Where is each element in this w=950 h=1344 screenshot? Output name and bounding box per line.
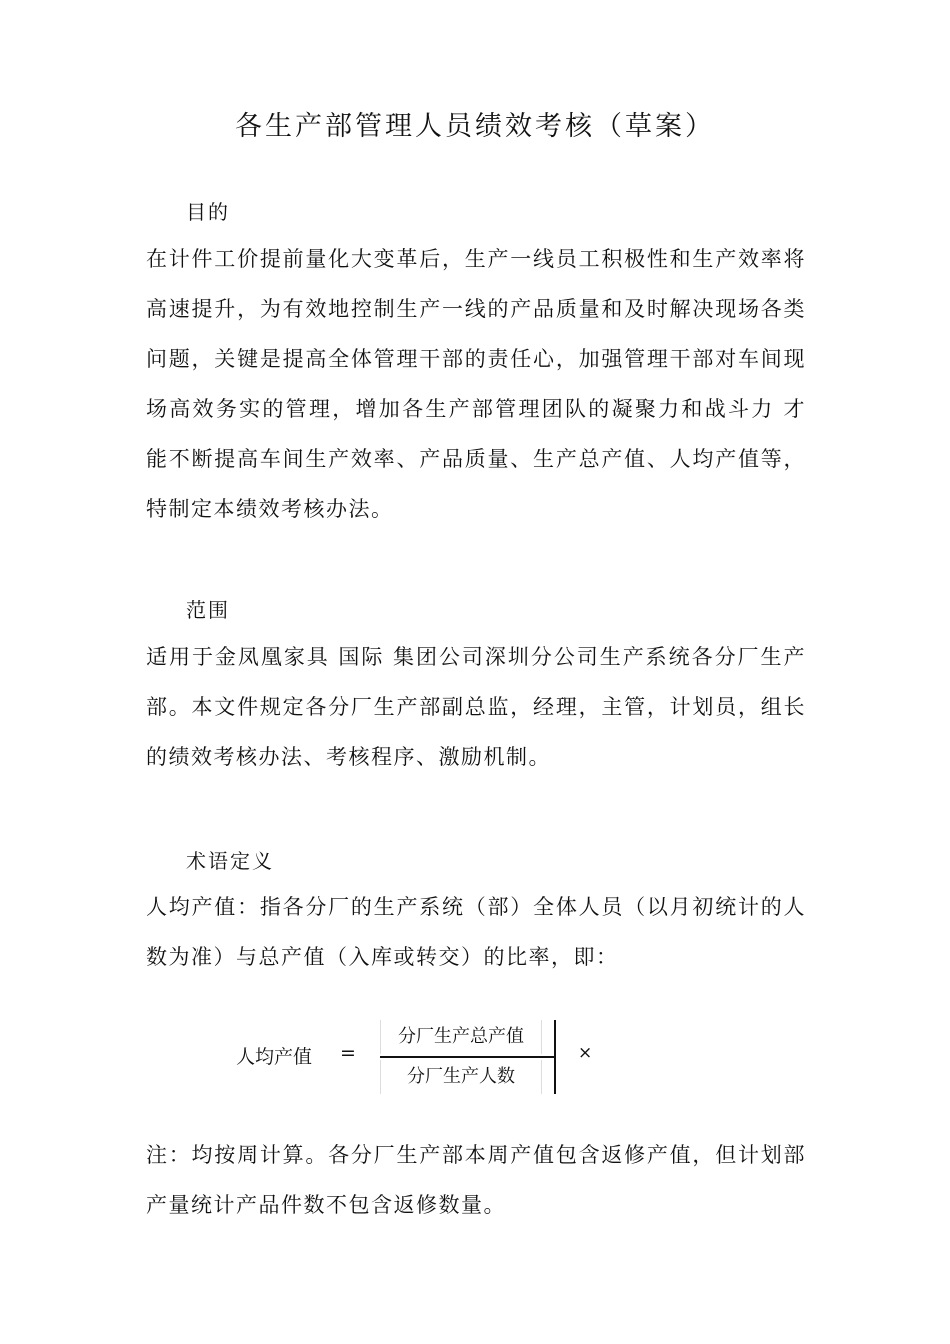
section-body-definitions: 人均产值：指各分厂的生产系统（部）全体人员（以月初统计的人数为准）与总产值（入库或转交）的比率，即： (146, 895, 806, 969)
formula-equals-sign: = (340, 1042, 356, 1064)
per-capita-output-formula (0, 1015, 950, 1100)
formula-denominator: 分厂生产人数 (380, 1060, 542, 1094)
section-heading-scope: 范围 (186, 598, 230, 622)
note-paragraph: 注：均按周计算。各分厂生产部本周产值包含返修产值，但计划部产量统计产品件数不包含返修数量。 (146, 1143, 806, 1217)
formula-label: 人均产值 (236, 1046, 313, 1068)
formula-times-sign: × (578, 1043, 593, 1063)
formula-fraction-bar (380, 1056, 554, 1058)
section-body-scope: 适用于金凤凰家具 国际 集团公司深圳分公司生产系统各分厂生产部。本文件规定各分厂生产部副总监，经理，主管，计划员，组长的绩效考核办法、考核程序、激励机制。 (146, 645, 806, 769)
document-title: 各生产部管理人员绩效考核（草案） (235, 111, 715, 142)
formula-numerator: 分厂生产总产值 (380, 1020, 542, 1054)
section-heading-purpose: 目的 (186, 200, 230, 224)
section-body-purpose: 在计件工价提前量化大变革后，生产一线员工积极性和生产效率将高速提升，为有效地控制生产一线的产品质量和及时解决现场各类问题，关键是提高全体管理干部的责任心，加强管理干部对车间现场高效务实的管理，增加各生产部管理团队的凝聚力和战斗力 才能不断提高车间生产效率、产品质量、生产总产值、人均产值等，特制定本绩效考核办法。 (146, 247, 806, 521)
formula-fraction (380, 1020, 556, 1094)
section-heading-definitions: 术语定义 (186, 849, 274, 873)
